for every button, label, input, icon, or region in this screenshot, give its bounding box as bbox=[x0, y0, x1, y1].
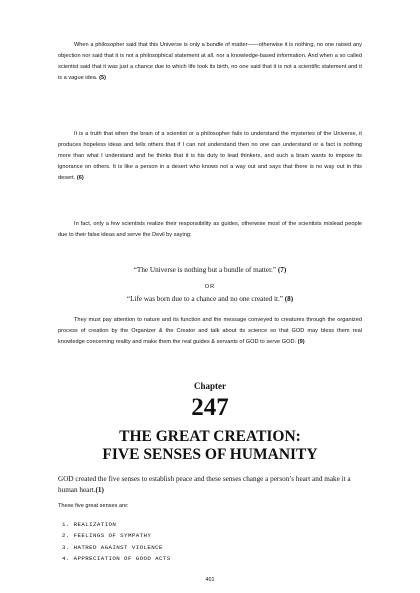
reference-marker: (1) bbox=[95, 486, 104, 494]
chapter-number: 247 bbox=[191, 394, 229, 421]
quote-universe bbox=[58, 265, 362, 275]
list-item: 1. REALIZATION bbox=[62, 521, 117, 528]
reference-marker: (5) bbox=[99, 75, 106, 81]
list-item: 4. APPRECIATION OF GOOD ACTS bbox=[62, 554, 171, 562]
chapter-title-line-1: THE GREAT CREATION: bbox=[119, 428, 301, 445]
paragraph-truth bbox=[58, 129, 362, 184]
list-item: 3. HATRED AGAINST VIOLENCE bbox=[62, 543, 163, 551]
paragraph-text: In fact, only a few scientists realize their responsibility as guides, otherwise most of the scientists mislead people due to their false ideas and serve the Devil by saying: bbox=[58, 221, 362, 238]
paragraph-text: They must pay attention to nature and its function and the message conveyed to creatures through the organized process of creation by the Organizer & the Creator and talk about its science so that GOD may bless them real knowledge concerning reality and make them the real guides & servants of GOD to serve GOD. bbox=[58, 317, 362, 345]
reference-marker: (7) bbox=[277, 266, 287, 274]
paragraph-in-fact bbox=[58, 219, 362, 241]
senses-list-intro: These five great senses are: bbox=[58, 503, 129, 509]
chapter-intro bbox=[58, 474, 362, 496]
reference-marker: (9) bbox=[297, 339, 305, 345]
reference-marker: (6) bbox=[76, 175, 84, 181]
chapter-title-line-2: FIVE SENSES OF HUMANITY bbox=[102, 446, 318, 463]
quote-text: “Life was born due to a chance and no one created it.” bbox=[126, 295, 283, 303]
quote-text: “The Universe is nothing but a bundle of matter.” bbox=[133, 266, 277, 274]
reference-marker: (8) bbox=[284, 295, 294, 303]
paragraph-attention bbox=[58, 315, 362, 348]
senses-list bbox=[62, 519, 171, 564]
intro-text: GOD created the five senses to establish peace and these senses change a person’s heart and make it a human heart. bbox=[58, 475, 351, 494]
chapter-label: Chapter bbox=[194, 381, 226, 391]
page-number: 401 bbox=[205, 577, 215, 583]
or-separator: OR bbox=[204, 284, 216, 290]
paragraph-text: It is a truth that when the brain of a scientist or a philosopher fails to understand the mysteries of the Universe, it produces hopeless ideas and tells others that if I can not understand then no one can understand or a fact is nothing more than what I understand and he thinks that it is his duty to lead thinkers, and such a brain wants to impose its ignorance on others. It is like a person in a desert who knows not a way out and says that there is no way out in this desert. bbox=[58, 131, 362, 181]
list-item: 2. FEELINGS OF SYMPATHY bbox=[62, 532, 152, 540]
quote-life bbox=[58, 294, 362, 304]
paragraph-philosopher bbox=[58, 40, 362, 84]
paragraph-text: When a philosopher said that this Universe is only a bundle of matter——otherwise it is nothing, no one raised any objection nor said that it is not a philosophical statement at all. nor a knowledge-based information. And when a so called scientist said that it was just a chance due to which life took its birth, no one said that it is not a scientific statement and it is a vague idea. bbox=[58, 42, 362, 81]
